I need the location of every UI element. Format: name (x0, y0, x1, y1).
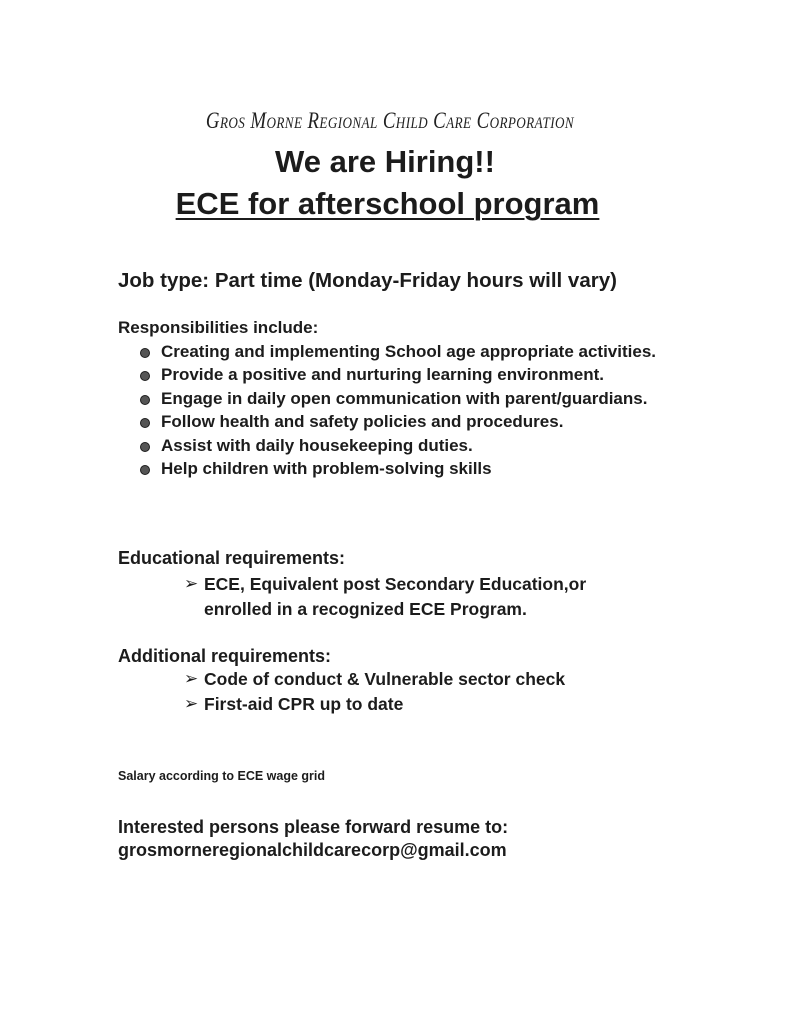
arrowhead-icon: ➢ (184, 693, 199, 713)
list-item (140, 387, 660, 410)
responsibility-text: Provide a positive and nurturing learning environment. (161, 365, 605, 385)
responsibility-text: Help children with problem-solving skills (161, 459, 492, 479)
arrowhead-icon: ➢ (184, 669, 199, 688)
responsibility-text: Assist with daily housekeeping duties. (161, 435, 473, 455)
responsibility-text: Creating and implementing School age appropriate activities. (161, 342, 656, 361)
salary-note: Salary according to ECE wage grid (118, 769, 326, 783)
list-item (140, 363, 660, 386)
educational-requirements-heading: Educational requirements: (118, 548, 346, 568)
responsibility-text: Engage in daily open communication with parent/guardians. (161, 388, 648, 408)
list-item (184, 572, 654, 621)
organization-name: Gros Morne Regional Child Care Corporation (205, 108, 575, 133)
responsibilities-heading: Responsibilities include: (118, 318, 319, 337)
bullet-icon (140, 465, 150, 475)
list-item (140, 457, 660, 480)
list-item (184, 692, 654, 717)
requirement-text: Code of conduct & Vulnerable sector check (204, 669, 566, 689)
list-item (140, 340, 660, 363)
requirement-text: ECE, Equivalent post Secondary Education,or enrolled in a recognized ECE Program. (204, 574, 587, 619)
bullet-icon (140, 371, 150, 381)
bullet-icon (140, 418, 150, 428)
responsibilities-list (140, 340, 660, 480)
position-title: ECE for afterschool program (175, 186, 600, 221)
bullet-icon (140, 348, 150, 358)
hiring-headline: We are Hiring!! (275, 144, 495, 179)
list-item (184, 667, 654, 692)
bullet-icon (140, 442, 150, 452)
additional-requirements-list (184, 667, 654, 716)
educational-requirements-list (184, 572, 654, 621)
contact-email: grosmorneregionalchildcarecorp@gmail.com (118, 840, 507, 860)
list-item (140, 410, 660, 433)
responsibility-text: Follow health and safety policies and procedures. (161, 412, 564, 432)
contact-prompt: Interested persons please forward resume to: (118, 817, 509, 837)
additional-requirements-heading: Additional requirements: (118, 646, 332, 666)
list-item (140, 434, 660, 457)
requirement-text: First-aid CPR up to date (204, 693, 404, 714)
arrowhead-icon: ➢ (184, 574, 199, 593)
bullet-icon (140, 395, 150, 405)
job-type-line: Job type: Part time (Monday-Friday hours will vary) (118, 269, 617, 292)
